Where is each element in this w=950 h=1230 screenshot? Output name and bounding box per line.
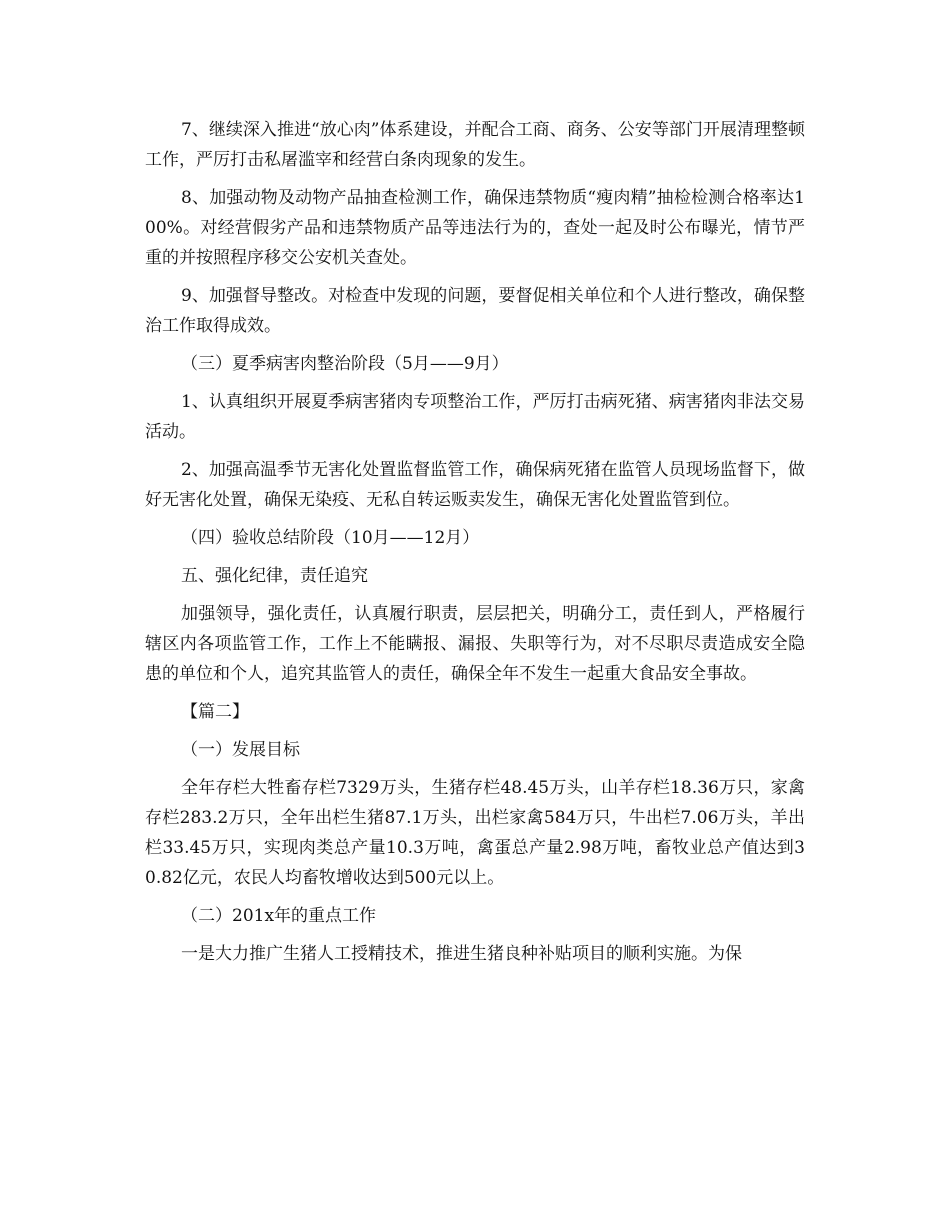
- paragraph-key-work-1: 一是大力推广生猪人工授精技术，推进生猪良种补贴项目的顺利实施。为保: [181, 944, 742, 964]
- paragraph-summer-1: 1、认真组织开展夏季病害猪肉专项整治工作，严厉打击病死猪、病害猪肉非法交易活动。: [145, 392, 805, 442]
- paragraph-item-7: 7、继续深入推进“放心肉”体系建设，并配合工商、商务、公安等部门开展清理整顿工作，严厉打击私屠滥宰和经营白条肉现象的发生。: [145, 120, 805, 170]
- paragraph-summer-2: 2、加强高温季节无害化处置监督监管工作，确保病死猪在监管人员现场监督下，做好无害化处置，确保无染疫、无私自转运贩卖发生，确保无害化处置监管到位。: [145, 460, 805, 510]
- section-heading-key-work: （二）201x年的重点工作: [181, 906, 377, 926]
- paragraph-item-8: 8、加强动物及动物产品抽查检测工作，确保违禁物质“瘦肉精”抽检检测合格率达100%。对经营假劣产品和违禁物质产品等违法行为的，查处一起及时公布曝光，情节严重的并按照程序移交公安机关查处。: [145, 188, 805, 268]
- section-heading-acceptance: （四）验收总结阶段（10月——12月）: [181, 528, 480, 548]
- part-two-heading: 【篇二】: [181, 702, 249, 722]
- section-heading-summer: （三）夏季病害肉整治阶段（5月——9月）: [181, 354, 509, 374]
- section-heading-goals: （一）发展目标: [181, 740, 300, 760]
- document-page: [145, 115, 805, 977]
- section-heading-discipline: 五、强化纪律，责任追究: [181, 566, 368, 586]
- paragraph-item-9: 9、加强督导整改。对检查中发现的问题，要督促相关单位和个人进行整改，确保整治工作取得成效。: [145, 286, 805, 336]
- paragraph-discipline: 加强领导，强化责任，认真履行职责，层层把关，明确分工，责任到人，严格履行辖区内各项监管工作，工作上不能瞒报、漏报、失职等行为，对不尽职尽责造成安全隐患的单位和个人，追究其监管人的责任，确保全年不发生一起重大食品安全事故。: [145, 604, 805, 684]
- paragraph-goals: 全年存栏大牲畜存栏7329万头，生猪存栏48.45万头，山羊存栏18.36万只，家禽存栏283.2万只，全年出栏生猪87.1万头，出栏家禽584万只，牛出栏7.06万头，羊出栏33.45万只，实现肉类总产量10.3万吨，禽蛋总产量2.98万吨，畜牧业总产值达到30.82亿元，农民人均畜牧增收达到500元以上。: [145, 778, 805, 888]
